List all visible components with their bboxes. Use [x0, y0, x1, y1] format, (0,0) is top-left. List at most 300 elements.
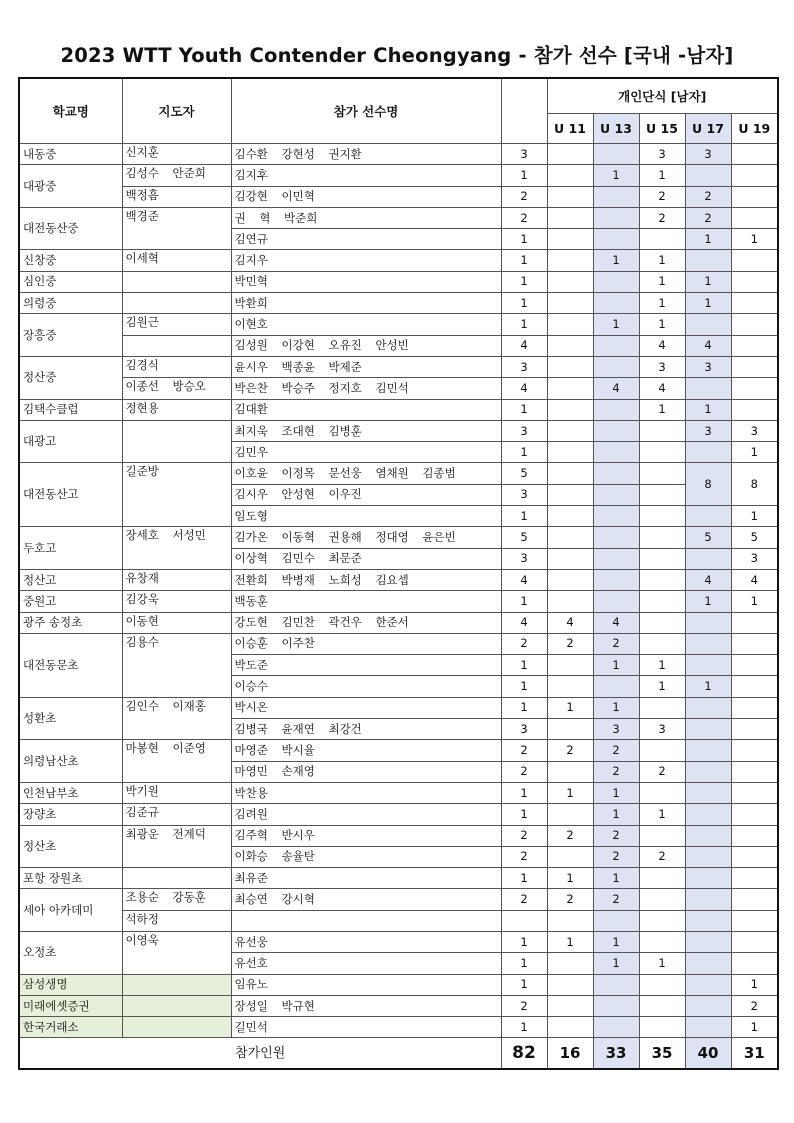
u15-cell: 3 [639, 144, 685, 165]
players-cell: 김가온 이동혁 권용해 정대영 윤은빈 [231, 527, 501, 548]
u13-cell [593, 1017, 639, 1038]
u15-cell: 1 [639, 314, 685, 335]
u19-cell [731, 314, 778, 335]
u17-cell [685, 761, 731, 782]
header-u13: U 13 [593, 114, 639, 144]
u17-cell: 1 [685, 293, 731, 314]
u11-cell: 2 [547, 740, 593, 761]
u13-cell: 1 [593, 697, 639, 718]
u17-cell: 1 [685, 591, 731, 612]
u19-cell [731, 335, 778, 356]
school-cell: 세아 아카데미 [19, 889, 122, 932]
u15-cell [639, 740, 685, 761]
u17-cell: 3 [685, 356, 731, 377]
u15-cell [639, 463, 685, 484]
u17-cell [685, 804, 731, 825]
players-cell: 이승훈 이주찬 [231, 633, 501, 654]
total-u19: 31 [731, 1038, 778, 1070]
u13-cell: 4 [593, 612, 639, 633]
u17-cell [685, 1017, 731, 1038]
u19-cell [731, 378, 778, 399]
u13-cell: 2 [593, 889, 639, 910]
players-cell: 전환희 박병재 노희성 김요셉 [231, 569, 501, 590]
u17-cell: 2 [685, 186, 731, 207]
u15-cell: 4 [639, 335, 685, 356]
coach-cell: 김준규 [122, 804, 231, 825]
players-cell: 최지욱 조대현 김병훈 [231, 420, 501, 441]
table-row [19, 314, 778, 335]
u19-cell [731, 612, 778, 633]
u19-cell: 2 [731, 995, 778, 1016]
coach-cell: 이영욱 [122, 931, 231, 974]
u13-cell: 2 [593, 846, 639, 867]
coach-cell [122, 974, 231, 995]
u19-cell: 1 [731, 229, 778, 250]
table-row [19, 591, 778, 612]
u17-cell: 4 [685, 335, 731, 356]
count-cell: 4 [501, 335, 547, 356]
u11-cell [547, 229, 593, 250]
u11-cell [547, 953, 593, 974]
coach-cell: 박기원 [122, 782, 231, 803]
u11-cell [547, 314, 593, 335]
players-cell: 김성원 이강현 오유진 안성빈 [231, 335, 501, 356]
u11-cell [547, 335, 593, 356]
u13-cell: 2 [593, 761, 639, 782]
players-cell: 김수환 강현성 권지환 [231, 144, 501, 165]
u17-cell [685, 506, 731, 527]
u13-cell [593, 229, 639, 250]
u17-cell [685, 548, 731, 569]
players-cell: 임유노 [231, 974, 501, 995]
coach-cell: 석하정 [122, 910, 231, 931]
u15-cell: 1 [639, 250, 685, 271]
u17-cell [685, 633, 731, 654]
count-cell: 5 [501, 527, 547, 548]
u11-cell [547, 378, 593, 399]
count-cell: 2 [501, 740, 547, 761]
coach-cell: 김경식 [122, 356, 231, 377]
u13-cell [593, 463, 639, 484]
u19-cell [731, 250, 778, 271]
count-cell: 4 [501, 378, 547, 399]
u13-cell [593, 144, 639, 165]
u13-cell: 2 [593, 740, 639, 761]
table-row [19, 527, 778, 548]
players-cell: 이화승 송율탄 [231, 846, 501, 867]
count-cell: 2 [501, 207, 547, 228]
total-row [19, 1038, 778, 1070]
u15-cell [639, 569, 685, 590]
coach-cell: 김성수 안준희 [122, 165, 231, 186]
players-cell: 김려원 [231, 804, 501, 825]
players-cell: 박도준 [231, 655, 501, 676]
count-cell: 1 [501, 165, 547, 186]
header-singles-group: 개인단식 [남자] [547, 78, 778, 114]
u17-cell: 1 [685, 399, 731, 420]
u17-cell [685, 953, 731, 974]
count-cell: 1 [501, 655, 547, 676]
u19-cell [731, 931, 778, 952]
total-u17: 40 [685, 1038, 731, 1070]
count-cell: 2 [501, 633, 547, 654]
u13-cell [593, 569, 639, 590]
players-cell: 김지후 [231, 165, 501, 186]
coach-cell: 김용수 [122, 633, 231, 697]
u17-cell [685, 931, 731, 952]
u19-cell [731, 186, 778, 207]
u19-cell: 4 [731, 569, 778, 590]
u11-cell [547, 527, 593, 548]
u17-cell: 1 [685, 229, 731, 250]
u11-cell [547, 676, 593, 697]
school-cell: 장량초 [19, 804, 122, 825]
total-u15: 35 [639, 1038, 685, 1070]
u13-cell [593, 399, 639, 420]
u11-cell: 2 [547, 633, 593, 654]
header-coach: 지도자 [122, 78, 231, 144]
coach-cell [122, 1017, 231, 1038]
u19-cell [731, 804, 778, 825]
u19-cell [731, 399, 778, 420]
u15-cell [639, 868, 685, 889]
u11-cell [547, 399, 593, 420]
players-cell: 임도형 [231, 506, 501, 527]
u17-cell: 8 [685, 463, 731, 506]
table-row [19, 569, 778, 590]
u15-cell [639, 527, 685, 548]
header-school: 학교명 [19, 78, 122, 144]
u17-cell: 2 [685, 207, 731, 228]
u15-cell: 4 [639, 378, 685, 399]
u15-cell: 3 [639, 719, 685, 740]
header-u15: U 15 [639, 114, 685, 144]
u11-cell [547, 506, 593, 527]
players-cell: 이승수 [231, 676, 501, 697]
count-cell: 1 [501, 399, 547, 420]
u13-cell: 3 [593, 719, 639, 740]
players-cell: 강도현 김민찬 곽건우 한준서 [231, 612, 501, 633]
table-row [19, 207, 778, 228]
count-cell: 1 [501, 676, 547, 697]
u13-cell [593, 356, 639, 377]
u11-cell [547, 420, 593, 441]
coach-cell: 김강욱 [122, 591, 231, 612]
u19-cell [731, 356, 778, 377]
u11-cell [547, 761, 593, 782]
u13-cell [593, 995, 639, 1016]
u11-cell [547, 250, 593, 271]
u15-cell [639, 548, 685, 569]
u11-cell [547, 846, 593, 867]
school-cell: 성환초 [19, 697, 122, 740]
u19-cell [731, 740, 778, 761]
u11-cell [547, 974, 593, 995]
u19-cell [731, 293, 778, 314]
count-cell: 1 [501, 250, 547, 271]
u11-cell: 4 [547, 612, 593, 633]
players-cell: 김지우 [231, 250, 501, 271]
coach-cell: 이세혁 [122, 250, 231, 271]
u11-cell: 2 [547, 889, 593, 910]
u13-cell [593, 484, 639, 505]
u15-cell [639, 825, 685, 846]
u13-cell [593, 591, 639, 612]
u11-cell [547, 463, 593, 484]
table-row [19, 804, 778, 825]
u19-cell: 1 [731, 1017, 778, 1038]
u17-cell [685, 889, 731, 910]
coach-cell [122, 271, 231, 292]
u15-cell: 2 [639, 207, 685, 228]
u11-cell: 1 [547, 782, 593, 803]
count-cell: 4 [501, 569, 547, 590]
u19-cell [731, 655, 778, 676]
count-cell: 2 [501, 761, 547, 782]
coach-cell: 백경준 [122, 207, 231, 250]
table-row [19, 782, 778, 803]
school-cell: 심인중 [19, 271, 122, 292]
count-cell: 3 [501, 356, 547, 377]
count-cell: 1 [501, 931, 547, 952]
u15-cell [639, 484, 685, 505]
table-row [19, 378, 778, 399]
count-cell: 1 [501, 293, 547, 314]
count-cell: 1 [501, 804, 547, 825]
u15-cell [639, 1017, 685, 1038]
header-u19: U 19 [731, 114, 778, 144]
u13-cell [593, 335, 639, 356]
count-cell: 1 [501, 229, 547, 250]
u19-cell [731, 633, 778, 654]
u19-cell [731, 676, 778, 697]
count-cell: 1 [501, 442, 547, 463]
table-row [19, 420, 778, 441]
u11-cell [547, 165, 593, 186]
u11-cell: 1 [547, 697, 593, 718]
players-cell: 최유준 [231, 868, 501, 889]
u11-cell [547, 1017, 593, 1038]
u11-cell [547, 207, 593, 228]
coach-cell: 이동현 [122, 612, 231, 633]
u15-cell: 2 [639, 186, 685, 207]
school-cell: 대광중 [19, 165, 122, 208]
u13-cell [593, 207, 639, 228]
school-cell: 대광고 [19, 420, 122, 463]
table-row [19, 1017, 778, 1038]
u11-cell [547, 186, 593, 207]
u11-cell [547, 655, 593, 676]
u17-cell: 3 [685, 144, 731, 165]
school-cell: 내동중 [19, 144, 122, 165]
table-row [19, 889, 778, 910]
u15-cell: 1 [639, 953, 685, 974]
u15-cell [639, 229, 685, 250]
u17-cell [685, 825, 731, 846]
header-u11: U 11 [547, 114, 593, 144]
players-cell: 권 혁 박준희 [231, 207, 501, 228]
coach-cell: 조용순 강동훈 [122, 889, 231, 910]
u17-cell [685, 995, 731, 1016]
u11-cell: 1 [547, 868, 593, 889]
total-u13: 33 [593, 1038, 639, 1070]
u15-cell [639, 889, 685, 910]
u19-cell: 8 [731, 463, 778, 506]
table-row [19, 250, 778, 271]
count-cell: 1 [501, 974, 547, 995]
u15-cell: 2 [639, 761, 685, 782]
count-cell: 1 [501, 271, 547, 292]
u15-cell [639, 442, 685, 463]
u17-cell [685, 846, 731, 867]
count-cell: 2 [501, 889, 547, 910]
u13-cell [593, 271, 639, 292]
u19-cell [731, 825, 778, 846]
u17-cell: 5 [685, 527, 731, 548]
table-row [19, 293, 778, 314]
page-title: 2023 WTT Youth Contender Cheongyang - 참가 선수 [국내 -남자] [60, 44, 734, 67]
u19-cell [731, 207, 778, 228]
coach-cell: 장세호 서성민 [122, 527, 231, 570]
players-cell: 마영준 박시율 [231, 740, 501, 761]
u19-cell: 3 [731, 420, 778, 441]
school-cell: 포항 장원초 [19, 868, 122, 889]
u17-cell [685, 868, 731, 889]
u11-cell [547, 995, 593, 1016]
players-cell [231, 910, 501, 931]
coach-cell [122, 868, 231, 889]
u19-cell [731, 697, 778, 718]
total-count: 82 [501, 1038, 547, 1070]
players-cell: 백동훈 [231, 591, 501, 612]
header-players: 참가 선수명 [231, 78, 501, 144]
u15-cell [639, 782, 685, 803]
players-cell: 김대환 [231, 399, 501, 420]
u15-cell: 1 [639, 399, 685, 420]
u11-cell: 2 [547, 825, 593, 846]
total-u11: 16 [547, 1038, 593, 1070]
u13-cell [593, 910, 639, 931]
u19-cell [731, 782, 778, 803]
u13-cell: 1 [593, 782, 639, 803]
u13-cell: 2 [593, 825, 639, 846]
count-cell: 1 [501, 868, 547, 889]
u19-cell [731, 868, 778, 889]
u15-cell: 1 [639, 676, 685, 697]
u15-cell [639, 697, 685, 718]
school-cell: 중원고 [19, 591, 122, 612]
count-cell: 1 [501, 697, 547, 718]
u19-cell: 1 [731, 974, 778, 995]
u13-cell [593, 506, 639, 527]
u11-cell [547, 910, 593, 931]
school-cell: 신창중 [19, 250, 122, 271]
school-cell: 대전동산고 [19, 463, 122, 527]
school-cell: 대전동산중 [19, 207, 122, 250]
u15-cell [639, 591, 685, 612]
players-cell: 이상혁 김민수 최문준 [231, 548, 501, 569]
u15-cell: 1 [639, 804, 685, 825]
u13-cell: 1 [593, 250, 639, 271]
players-cell: 장성일 박규현 [231, 995, 501, 1016]
coach-cell: 김인수 이재홍 [122, 697, 231, 740]
u13-cell [593, 420, 639, 441]
players-cell: 박환희 [231, 293, 501, 314]
players-cell: 유선웅 [231, 931, 501, 952]
table-row [19, 356, 778, 377]
u17-cell: 3 [685, 420, 731, 441]
u15-cell [639, 910, 685, 931]
u13-cell [593, 548, 639, 569]
count-cell: 5 [501, 463, 547, 484]
count-cell: 1 [501, 506, 547, 527]
count-cell: 1 [501, 1017, 547, 1038]
table-row [19, 165, 778, 186]
u13-cell [593, 186, 639, 207]
players-cell: 최승연 강시혁 [231, 889, 501, 910]
u17-cell [685, 697, 731, 718]
table-body [19, 144, 778, 1038]
u13-cell: 1 [593, 953, 639, 974]
u13-cell: 1 [593, 868, 639, 889]
entry-table [18, 77, 779, 1070]
u15-cell [639, 612, 685, 633]
u11-cell [547, 484, 593, 505]
u11-cell [547, 569, 593, 590]
u13-cell: 2 [593, 633, 639, 654]
count-cell: 2 [501, 186, 547, 207]
table-row [19, 825, 778, 846]
u11-cell: 1 [547, 931, 593, 952]
coach-cell: 유창재 [122, 569, 231, 590]
u19-cell [731, 761, 778, 782]
u17-cell: 1 [685, 271, 731, 292]
u19-cell: 1 [731, 506, 778, 527]
total-label: 참가인원 [19, 1038, 501, 1070]
players-cell: 마영민 손재영 [231, 761, 501, 782]
school-cell: 두호고 [19, 527, 122, 570]
count-cell: 3 [501, 144, 547, 165]
count-cell: 2 [501, 825, 547, 846]
u13-cell [593, 442, 639, 463]
count-cell: 3 [501, 420, 547, 441]
coach-cell: 정현용 [122, 399, 231, 420]
u15-cell: 1 [639, 293, 685, 314]
u15-cell [639, 633, 685, 654]
u13-cell: 1 [593, 804, 639, 825]
table-row [19, 399, 778, 420]
u17-cell [685, 910, 731, 931]
u13-cell [593, 527, 639, 548]
u17-cell [685, 655, 731, 676]
u19-cell [731, 846, 778, 867]
u17-cell [685, 719, 731, 740]
u15-cell [639, 420, 685, 441]
u15-cell: 1 [639, 655, 685, 676]
players-cell: 박은찬 박승주 정지호 김민석 [231, 378, 501, 399]
u13-cell: 1 [593, 931, 639, 952]
u19-cell [731, 719, 778, 740]
u19-cell [731, 953, 778, 974]
count-cell: 1 [501, 782, 547, 803]
school-cell: 대전동문초 [19, 633, 122, 697]
u17-cell [685, 740, 731, 761]
coach-cell: 마봉현 이준영 [122, 740, 231, 783]
school-cell: 미래에셋증권 [19, 995, 122, 1016]
u19-cell: 1 [731, 442, 778, 463]
u15-cell: 1 [639, 165, 685, 186]
u13-cell [593, 676, 639, 697]
